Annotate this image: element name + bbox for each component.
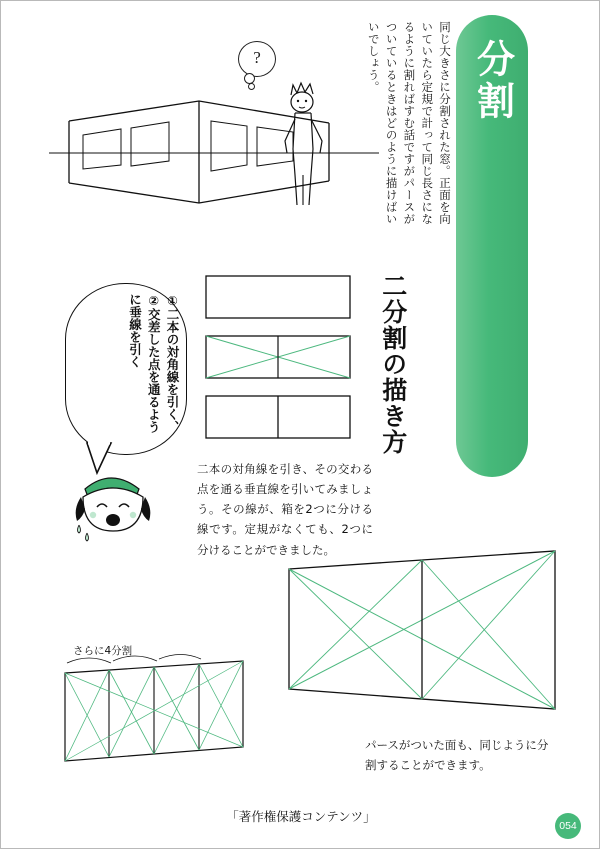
person-figure — [275, 79, 335, 207]
rect-step-2-diagonals — [205, 335, 351, 379]
four-division-diagram — [57, 651, 257, 771]
question-balloon — [238, 41, 276, 77]
perspective-divide-diagram — [287, 549, 559, 729]
body-paragraph: 二本の対角線を引き、その交わる点を通る垂直線を引いてみましょう。その線が、箱を2つに分ける線です。定規がなくても、2つに分けることができました。 — [197, 462, 373, 557]
four-division-label: さらに4分割 — [73, 645, 133, 657]
page-number: 054 — [555, 813, 581, 839]
section-heading: 二分割の描き方 — [378, 273, 408, 455]
chapter-tab — [456, 15, 528, 477]
chapter-title: 分割 — [470, 39, 515, 123]
question-mark: ? — [253, 48, 261, 67]
speech-balloon-text: ①二本の対角線を引く、②交差した点を通るように垂線を引く — [127, 293, 180, 433]
perspective-caption: パースがついた面も、同じように分割することができます。 — [365, 738, 549, 772]
rect-step-1 — [205, 275, 351, 319]
question-balloon-tail-small — [248, 83, 255, 90]
chibi-character — [63, 463, 163, 553]
rect-step-3-divided — [205, 395, 351, 439]
footer-note: 「著作権保護コンテンツ」 — [226, 809, 376, 824]
intro-text: 同じ大きさに分割された窓。正面を向いていたら定規で計って同じ長さになるように割ればすむ話ですがパースがついているときはどのように描けばいいでしょう。 — [366, 21, 452, 225]
chapter-tab-title-wrap — [456, 39, 528, 123]
